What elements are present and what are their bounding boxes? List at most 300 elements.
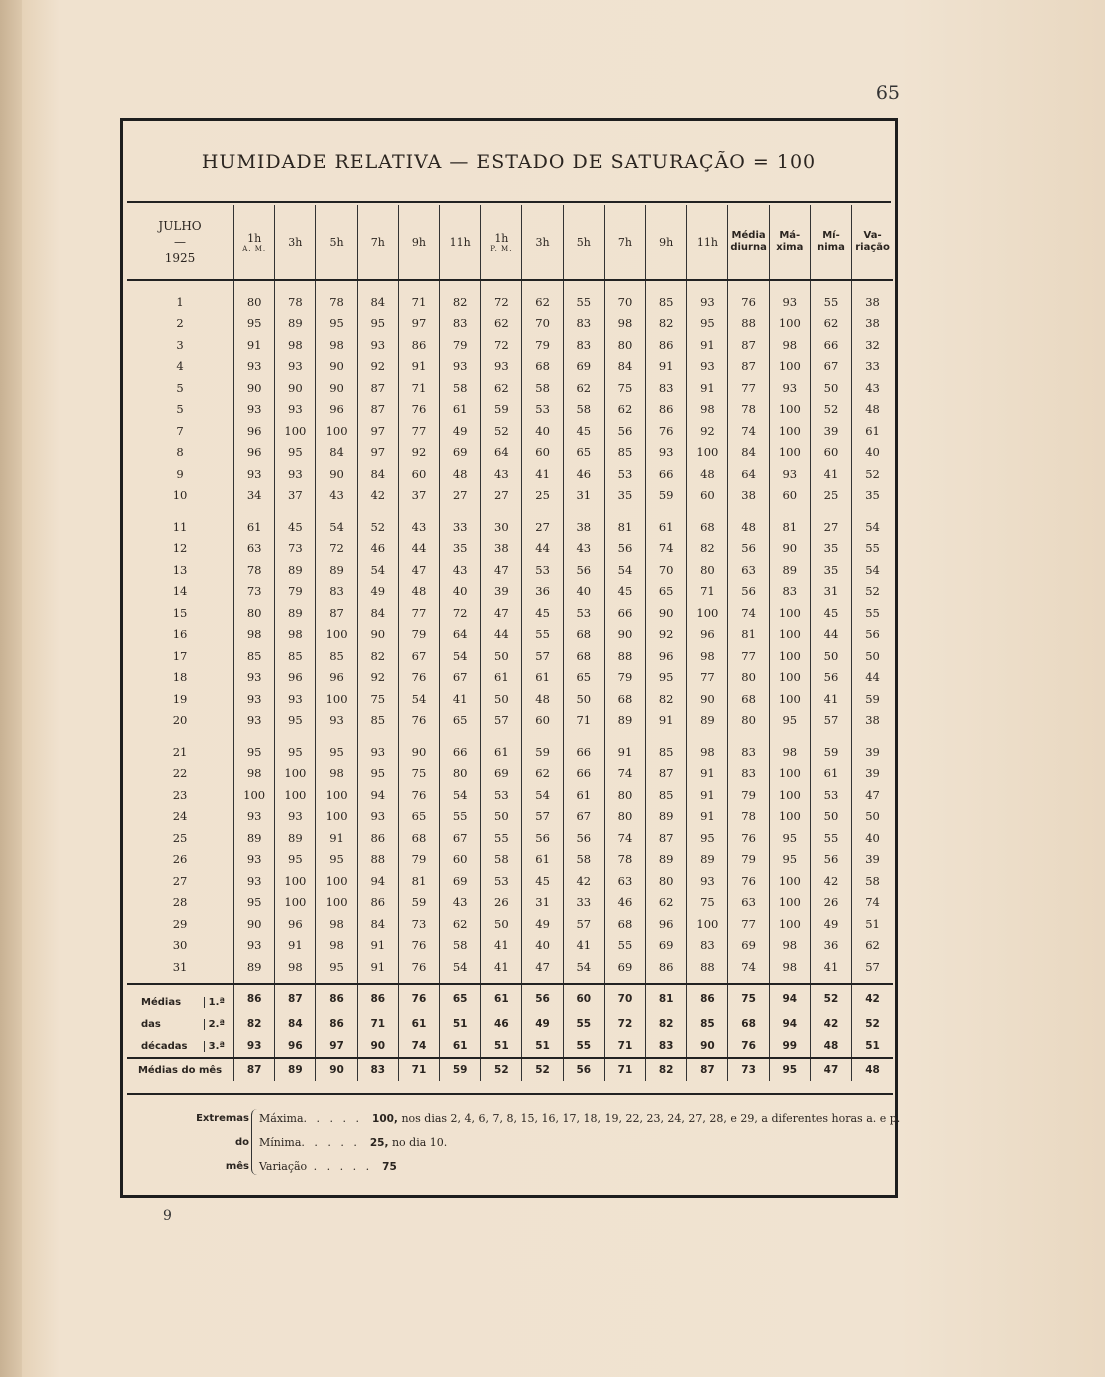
value-cell: 89 (275, 559, 316, 581)
value-cell: 96 (234, 442, 275, 464)
value-cell: 87 (646, 763, 687, 785)
month-header (127, 205, 234, 280)
day-cell: 24 (172, 809, 188, 824)
value-cell: 60 (810, 442, 851, 464)
value-cell: 65 (440, 710, 481, 732)
value-cell: 75 (357, 688, 398, 710)
value-cell: 89 (687, 710, 728, 732)
header-row (127, 205, 893, 280)
table-row (127, 334, 893, 356)
value-cell: 71 (398, 291, 439, 313)
decade-row (127, 1013, 893, 1035)
decade-value-cell: 61 (481, 985, 522, 1013)
value-cell: 93 (275, 688, 316, 710)
day-cell: 23 (172, 787, 188, 802)
table-row (127, 538, 893, 560)
year-label: 1925 (164, 251, 196, 265)
decade-value-cell: 74 (398, 1035, 439, 1058)
hour-label: 1h (247, 231, 262, 245)
gap-cell (234, 731, 275, 741)
hour-header (398, 205, 439, 280)
gap-cell (769, 506, 810, 516)
value-cell: 85 (357, 710, 398, 732)
decade-word: décadas (141, 1040, 188, 1052)
value-cell: 100 (769, 624, 810, 646)
value-cell: 44 (522, 538, 563, 560)
decade-value-cell: 55 (563, 1013, 604, 1035)
decade-value-cell: 90 (357, 1035, 398, 1058)
value-cell: 35 (810, 559, 851, 581)
value-cell: 67 (398, 645, 439, 667)
value-cell: 53 (522, 399, 563, 421)
value-cell: 79 (728, 849, 769, 871)
value-cell: 82 (687, 538, 728, 560)
month-mean-cell: 90 (316, 1058, 357, 1081)
table-row (127, 870, 893, 892)
day-cell: 26 (172, 852, 188, 867)
value-cell: 100 (769, 784, 810, 806)
extremes-label: Extremas (196, 1113, 249, 1124)
value-cell: 74 (646, 538, 687, 560)
value-cell: 100 (316, 892, 357, 914)
value-cell: 86 (646, 956, 687, 978)
value-cell: 68 (522, 356, 563, 378)
value-cell: 50 (481, 688, 522, 710)
var-value: 75 (382, 1161, 397, 1173)
value-cell: 61 (810, 763, 851, 785)
value-cell: 86 (357, 827, 398, 849)
value-cell: 62 (810, 313, 851, 335)
value-cell: 26 (810, 892, 851, 914)
value-cell: 84 (357, 602, 398, 624)
value-cell: 53 (563, 602, 604, 624)
value-cell: 95 (687, 827, 728, 849)
value-cell: 80 (728, 667, 769, 689)
value-cell: 98 (234, 763, 275, 785)
value-cell: 55 (810, 291, 851, 313)
value-cell: 38 (481, 538, 522, 560)
value-cell: 77 (398, 420, 439, 442)
value-cell: 93 (234, 463, 275, 485)
value-cell: 98 (275, 624, 316, 646)
value-cell: 43 (481, 463, 522, 485)
max-label: Máxima (259, 1112, 304, 1125)
value-cell: 90 (769, 538, 810, 560)
value-cell: 100 (687, 602, 728, 624)
value-cell: 37 (275, 485, 316, 507)
value-cell: 43 (852, 377, 893, 399)
value-cell: 90 (316, 463, 357, 485)
gap-cell (522, 506, 563, 516)
day-cell: 29 (172, 916, 188, 931)
value-cell: 76 (398, 956, 439, 978)
value-cell: 100 (769, 313, 810, 335)
value-cell: 89 (275, 827, 316, 849)
value-cell: 95 (275, 710, 316, 732)
value-cell: 32 (852, 334, 893, 356)
value-cell: 31 (563, 485, 604, 507)
value-cell: 56 (728, 581, 769, 603)
value-cell: 60 (769, 485, 810, 507)
value-cell: 38 (852, 291, 893, 313)
period-label: A. M. (242, 244, 267, 253)
gap-cell (127, 731, 234, 741)
hour-label: 5h (329, 235, 344, 249)
value-cell: 100 (769, 442, 810, 464)
value-cell: 93 (234, 870, 275, 892)
hour-label: 11h (696, 235, 718, 249)
value-cell: 89 (604, 710, 645, 732)
gap-cell (275, 731, 316, 741)
value-cell: 35 (440, 538, 481, 560)
value-cell: 64 (440, 624, 481, 646)
value-cell: 98 (316, 935, 357, 957)
hour-header (522, 205, 563, 280)
stat-label-a: Va- (863, 230, 882, 241)
value-cell: 89 (769, 559, 810, 581)
gap-cell (810, 280, 851, 291)
value-cell: 95 (234, 892, 275, 914)
value-cell: 81 (398, 870, 439, 892)
gap-cell (810, 731, 851, 741)
value-cell: 48 (522, 688, 563, 710)
value-cell: 100 (275, 892, 316, 914)
value-cell: 95 (646, 667, 687, 689)
value-cell: 45 (563, 420, 604, 442)
value-cell: 25 (810, 485, 851, 507)
month-mean-cell: 95 (769, 1058, 810, 1081)
day-cell: 21 (172, 744, 188, 759)
value-cell: 94 (357, 784, 398, 806)
value-cell: 65 (563, 442, 604, 464)
value-cell: 93 (357, 334, 398, 356)
decade-row (127, 985, 893, 1013)
value-cell: 80 (234, 291, 275, 313)
value-cell: 57 (481, 710, 522, 732)
value-cell: 53 (810, 784, 851, 806)
day-cell: 8 (176, 445, 184, 460)
decade-value-cell: 97 (316, 1035, 357, 1058)
value-cell: 69 (646, 935, 687, 957)
value-cell: 91 (646, 356, 687, 378)
value-cell: 98 (687, 741, 728, 763)
value-cell: 65 (646, 581, 687, 603)
month-label: JULHO (158, 219, 202, 233)
value-cell: 91 (687, 763, 728, 785)
value-cell: 53 (481, 870, 522, 892)
value-cell: 55 (604, 935, 645, 957)
value-cell: 98 (769, 935, 810, 957)
value-cell: 93 (234, 667, 275, 689)
value-cell: 33 (440, 516, 481, 538)
table-row (127, 442, 893, 464)
value-cell: 26 (481, 892, 522, 914)
value-cell: 62 (522, 291, 563, 313)
month-mean-cell: 71 (398, 1058, 439, 1081)
min-label: Mínima (259, 1136, 302, 1149)
decade-value-cell: 42 (810, 1013, 851, 1035)
value-cell: 74 (728, 602, 769, 624)
value-cell: 98 (275, 334, 316, 356)
value-cell: 98 (316, 913, 357, 935)
extreme-min-line (259, 1136, 447, 1149)
month-mean-cell: 52 (481, 1058, 522, 1081)
value-cell: 45 (522, 602, 563, 624)
hour-header (275, 205, 316, 280)
gap-cell (687, 506, 728, 516)
value-cell: 50 (852, 645, 893, 667)
value-cell: 40 (852, 827, 893, 849)
min-leader: . . . . . (301, 1136, 367, 1149)
value-cell: 54 (563, 956, 604, 978)
value-cell: 61 (481, 741, 522, 763)
value-cell: 98 (769, 956, 810, 978)
value-cell: 52 (357, 516, 398, 538)
decade-value-cell: 94 (769, 985, 810, 1013)
decade-value-cell: 86 (234, 985, 275, 1013)
value-cell: 89 (275, 602, 316, 624)
value-cell: 83 (563, 313, 604, 335)
value-cell: 58 (852, 870, 893, 892)
decade-label-cell (127, 1013, 234, 1035)
value-cell: 54 (357, 559, 398, 581)
gap-cell (769, 731, 810, 741)
signature-mark: 9 (163, 1208, 172, 1224)
value-cell: 85 (234, 645, 275, 667)
value-cell: 98 (687, 399, 728, 421)
decade-value-cell: 51 (440, 1013, 481, 1035)
gap-cell (563, 731, 604, 741)
value-cell: 89 (275, 313, 316, 335)
value-cell: 39 (481, 581, 522, 603)
value-cell: 98 (316, 334, 357, 356)
max-text: nos dias 2, 4, 6, 7, 8, 15, 16, 17, 18, 19, 22, 23, 24, 27, 28, e 29, a diferentes horas a. e p. (401, 1112, 901, 1125)
gap-cell (316, 731, 357, 741)
title-divider (127, 201, 891, 203)
decade-value-cell: 86 (316, 985, 357, 1013)
value-cell: 93 (234, 849, 275, 871)
value-cell: 76 (728, 827, 769, 849)
value-cell: 52 (852, 581, 893, 603)
value-cell: 67 (563, 806, 604, 828)
day-cell: 30 (172, 938, 188, 953)
decade-summary (127, 983, 893, 1081)
value-cell: 93 (646, 442, 687, 464)
value-cell: 55 (563, 291, 604, 313)
value-cell: 90 (687, 688, 728, 710)
value-cell: 69 (440, 870, 481, 892)
value-cell: 98 (769, 741, 810, 763)
value-cell: 44 (398, 538, 439, 560)
value-cell: 43 (440, 559, 481, 581)
value-cell: 93 (440, 356, 481, 378)
value-cell: 93 (687, 356, 728, 378)
gap-cell (728, 506, 769, 516)
extremes-label-mes: mês (225, 1161, 249, 1172)
gap-cell (357, 731, 398, 741)
decade-row (127, 1035, 893, 1058)
value-cell: 76 (398, 667, 439, 689)
value-cell: 38 (563, 516, 604, 538)
value-cell: 76 (646, 420, 687, 442)
value-cell: 93 (234, 710, 275, 732)
value-cell: 58 (481, 849, 522, 871)
value-cell: 93 (481, 356, 522, 378)
day-cell: 7 (176, 423, 184, 438)
table-row (127, 849, 893, 871)
value-cell: 85 (646, 784, 687, 806)
value-cell: 91 (316, 827, 357, 849)
value-cell: 58 (563, 399, 604, 421)
table-row (127, 602, 893, 624)
value-cell: 43 (440, 892, 481, 914)
gap-cell (604, 731, 645, 741)
value-cell: 80 (440, 763, 481, 785)
value-cell: 83 (728, 763, 769, 785)
stat-label-b: xima (776, 242, 804, 253)
value-cell: 56 (810, 667, 851, 689)
extreme-max-line (259, 1112, 900, 1125)
table-row (127, 399, 893, 421)
value-cell: 43 (316, 485, 357, 507)
value-cell: 66 (810, 334, 851, 356)
value-cell: 82 (357, 645, 398, 667)
period-label: P. M. (490, 244, 513, 253)
table-row (127, 624, 893, 646)
value-cell: 95 (234, 313, 275, 335)
value-cell: 100 (316, 806, 357, 828)
day-cell: 9 (176, 466, 184, 481)
value-cell: 95 (769, 827, 810, 849)
decade-value-cell: 60 (563, 985, 604, 1013)
value-cell: 52 (810, 399, 851, 421)
value-cell: 90 (316, 377, 357, 399)
value-cell: 100 (769, 602, 810, 624)
stat-label-b: diurna (730, 242, 767, 253)
decade-value-cell: 87 (275, 985, 316, 1013)
value-cell: 59 (646, 485, 687, 507)
gap-cell (687, 280, 728, 291)
decade-word: das (141, 1018, 161, 1030)
value-cell: 96 (275, 667, 316, 689)
table-row (127, 710, 893, 732)
gap-cell (769, 280, 810, 291)
value-cell: 70 (522, 313, 563, 335)
hour-label: 3h (535, 235, 550, 249)
value-cell: 54 (440, 645, 481, 667)
value-cell: 95 (275, 849, 316, 871)
value-cell: 100 (769, 667, 810, 689)
value-cell: 93 (275, 399, 316, 421)
value-cell: 67 (810, 356, 851, 378)
hour-header (604, 205, 645, 280)
value-cell: 33 (563, 892, 604, 914)
value-cell: 66 (604, 602, 645, 624)
value-cell: 98 (234, 624, 275, 646)
value-cell: 100 (769, 913, 810, 935)
value-cell: 72 (481, 291, 522, 313)
value-cell: 100 (316, 870, 357, 892)
day-cell: 22 (172, 766, 188, 781)
decade-value-cell: 51 (852, 1035, 893, 1058)
table-row (127, 688, 893, 710)
value-cell: 89 (234, 956, 275, 978)
table-row (127, 892, 893, 914)
value-cell: 47 (481, 559, 522, 581)
gap-cell (728, 731, 769, 741)
value-cell: 92 (687, 420, 728, 442)
hour-label: 7h (617, 235, 633, 249)
value-cell: 95 (357, 313, 398, 335)
table-row (127, 356, 893, 378)
value-cell: 61 (522, 667, 563, 689)
value-cell: 66 (646, 463, 687, 485)
hour-label: 5h (576, 235, 591, 249)
day-cell: 5 (176, 380, 184, 395)
value-cell: 84 (357, 463, 398, 485)
decade-value-cell: 65 (440, 985, 481, 1013)
decade-value-cell: 86 (687, 985, 728, 1013)
value-cell: 93 (769, 377, 810, 399)
stat-label-b: nima (817, 242, 845, 253)
stat-label-a: Média (731, 230, 766, 241)
value-cell: 91 (275, 935, 316, 957)
hour-header (646, 205, 687, 280)
value-cell: 25 (522, 485, 563, 507)
table-row (127, 763, 893, 785)
value-cell: 91 (357, 956, 398, 978)
value-cell: 67 (440, 827, 481, 849)
value-cell: 53 (481, 784, 522, 806)
value-cell: 90 (275, 377, 316, 399)
value-cell: 54 (398, 688, 439, 710)
value-cell: 34 (234, 485, 275, 507)
value-cell: 76 (398, 710, 439, 732)
day-cell: 1 (176, 294, 184, 309)
value-cell: 78 (316, 291, 357, 313)
value-cell: 76 (728, 870, 769, 892)
day-cell: 19 (172, 691, 188, 706)
value-cell: 50 (481, 913, 522, 935)
decade-value-cell: 99 (769, 1035, 810, 1058)
decade-value-cell: 86 (316, 1013, 357, 1035)
gap-cell (440, 731, 481, 741)
day-cell: 14 (172, 584, 188, 599)
value-cell: 91 (398, 356, 439, 378)
value-cell: 93 (357, 741, 398, 763)
value-cell: 100 (234, 784, 275, 806)
value-cell: 90 (357, 624, 398, 646)
value-cell: 83 (728, 741, 769, 763)
value-cell: 44 (852, 667, 893, 689)
month-mean-row (127, 1058, 893, 1081)
month-mean-cell: 47 (810, 1058, 851, 1081)
value-cell: 77 (728, 913, 769, 935)
value-cell: 100 (769, 763, 810, 785)
value-cell: 78 (728, 806, 769, 828)
value-cell: 55 (522, 624, 563, 646)
value-cell: 91 (604, 741, 645, 763)
table-row (127, 291, 893, 313)
value-cell: 90 (604, 624, 645, 646)
hour-header (316, 205, 357, 280)
table-row (127, 784, 893, 806)
value-cell: 91 (687, 334, 728, 356)
value-cell: 63 (728, 892, 769, 914)
value-cell: 80 (604, 806, 645, 828)
gap-cell (810, 506, 851, 516)
value-cell: 73 (234, 581, 275, 603)
